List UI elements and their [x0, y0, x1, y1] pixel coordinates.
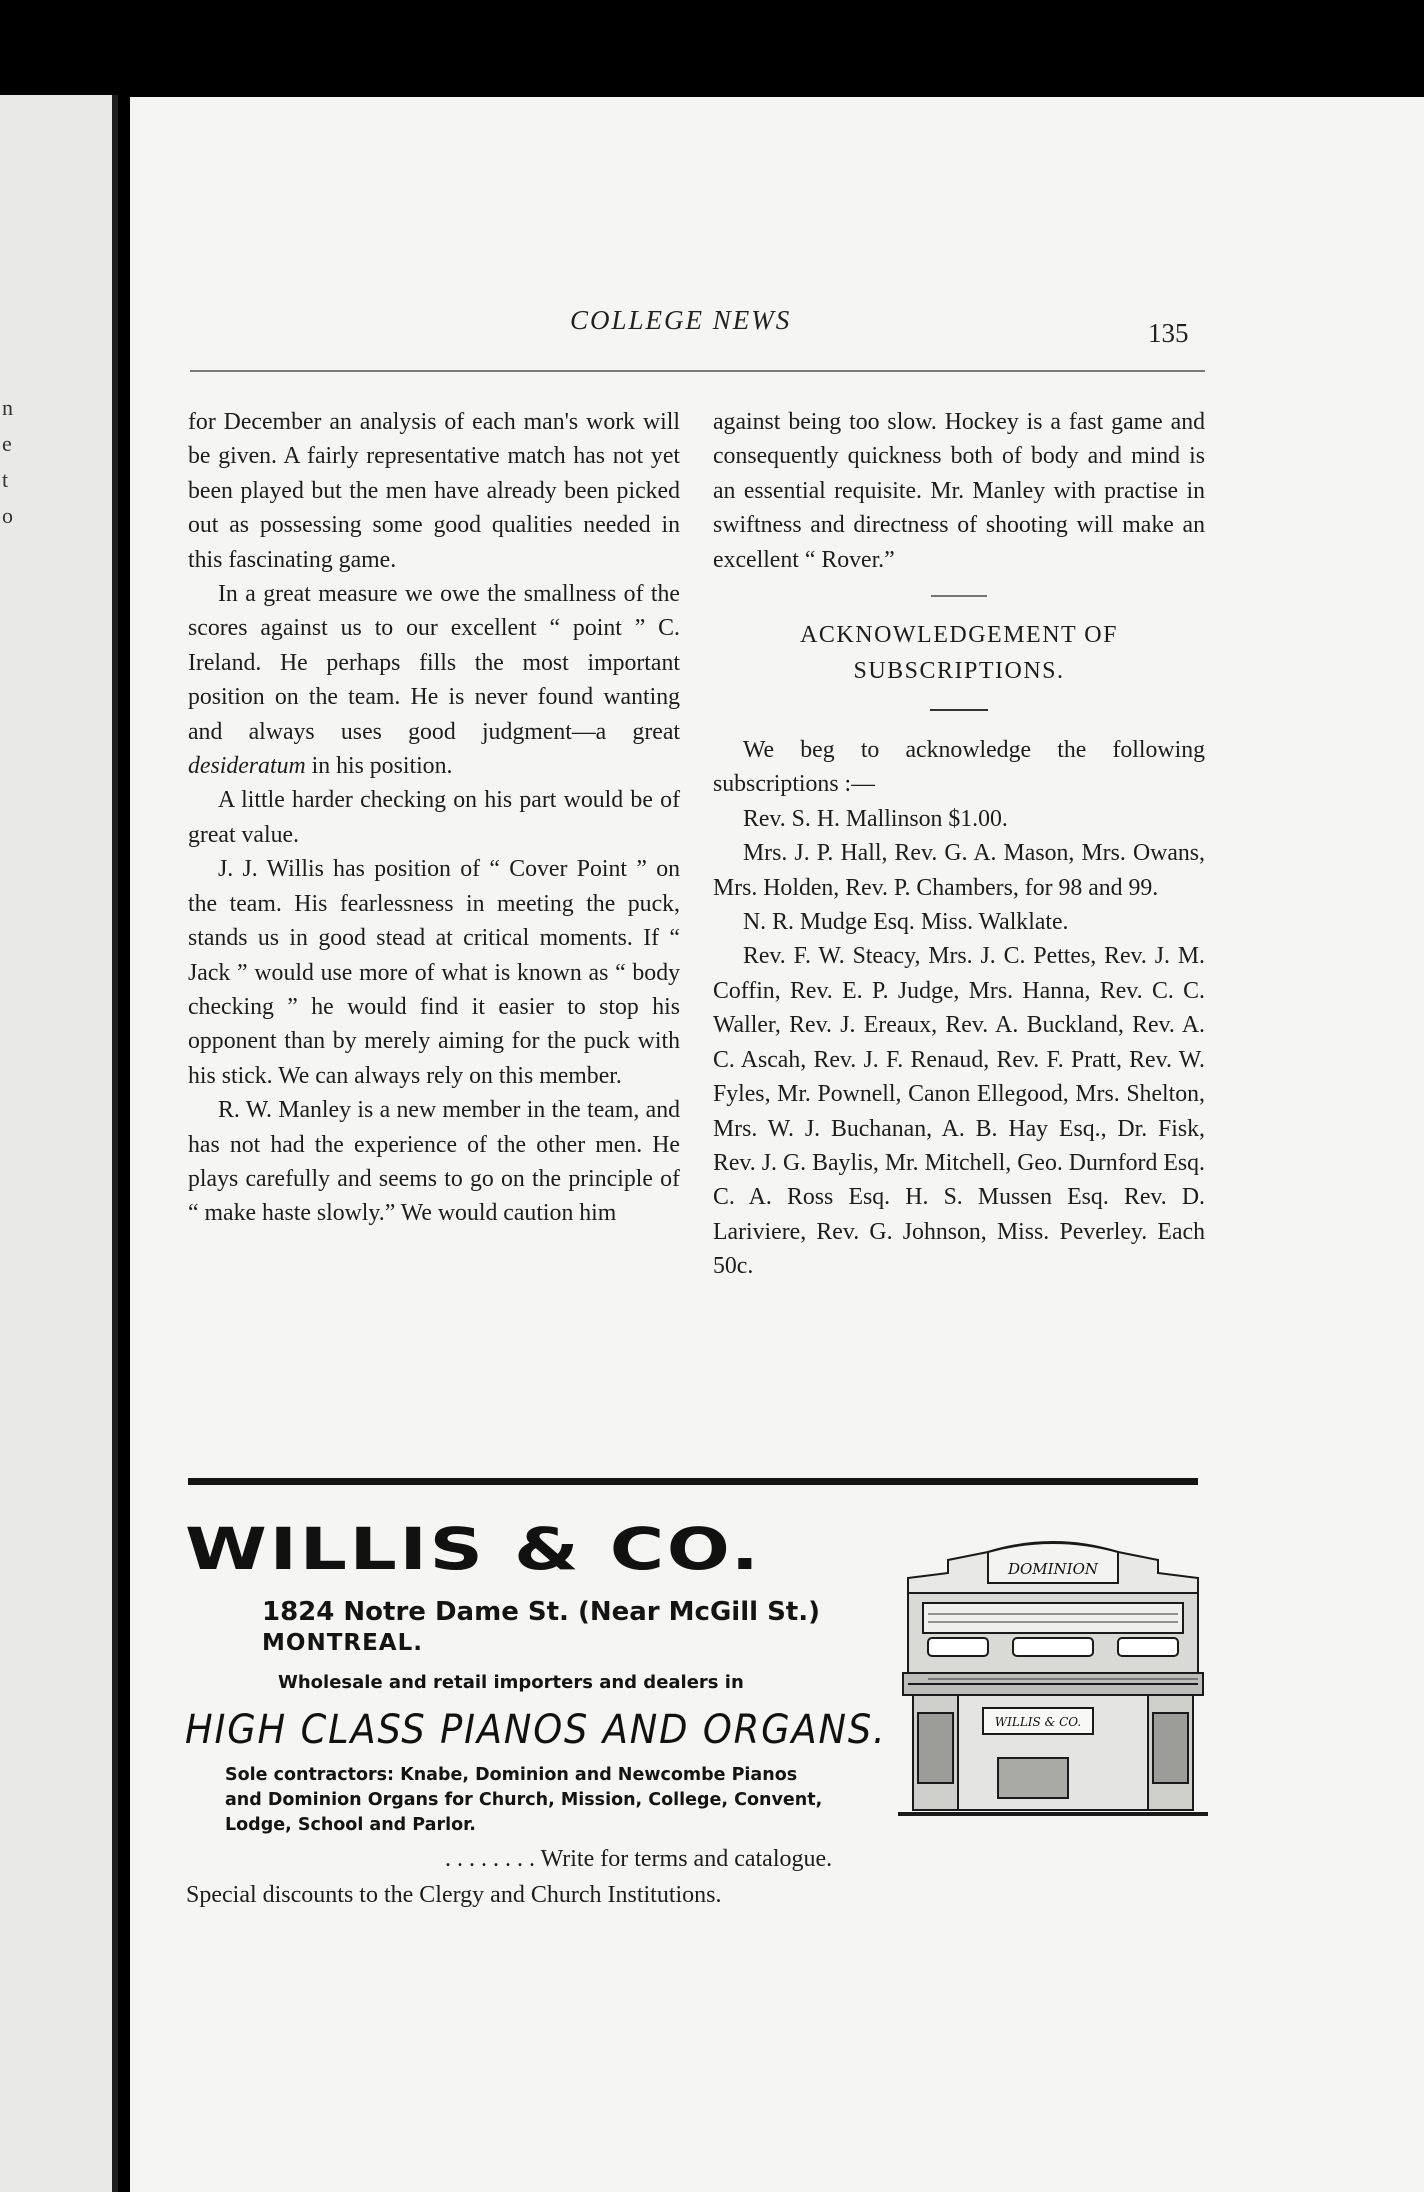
subscription-entry: Rev. S. H. Mallinson $1.00. [743, 805, 1008, 832]
page-number: 135 [1148, 318, 1189, 348]
advertiser-address: 1824 Notre Dame St. (Near McGill St.) [262, 1597, 820, 1627]
section-divider [931, 595, 987, 597]
advertisement-rule [188, 1478, 1198, 1485]
advertiser-city: MONTREAL. [262, 1630, 423, 1656]
advertiser-name: WILLIS & CO. [185, 1515, 762, 1583]
facing-page-fragment: e [2, 431, 12, 456]
section-title: ACKNOWLEDGEMENT OF [800, 622, 1118, 649]
advertiser-tagline: Wholesale and retail importers and dealers in [278, 1672, 744, 1693]
facing-page-edge [0, 95, 118, 2192]
title-rule [930, 709, 988, 711]
organ-brand-lettering: DOMINION [1007, 1560, 1099, 1578]
paragraph [188, 577, 680, 783]
subscription-entry: N. R. Mudge Esq. Miss. Walklate. [743, 909, 1069, 936]
right-column [713, 405, 1205, 1284]
paragraph: for December an analysis of each man's work will be given. A fairly representative match has not yet been played but the men have already been picked out as possessing some good qualities needed in this fascinating game. [188, 409, 680, 573]
organ-illustration [888, 1538, 1218, 1830]
paragraph-text: In a great measure we owe the smallness of the scores against us to our excellent “ point ” C. Ireland. He perhaps fills the most important position on the team. He is never found wanting and always uses good judgment—a great [188, 581, 680, 745]
left-column [188, 405, 680, 1231]
running-head: COLLEGE NEWS [570, 305, 792, 335]
paragraph: A little harder checking on his part would be of great value. [188, 787, 680, 848]
facing-page-fragment: t [2, 467, 9, 492]
paragraph-text: in his position. [305, 753, 453, 780]
paragraph: R. W. Manley is a new member in the team, and has not had the experience of the other men. He plays carefully and seems to go on the principle of “ make haste slowly.” We would caution him [188, 1097, 680, 1227]
paragraph: J. J. Willis has position of “ Cover Point ” on the team. His fearlessness in meeting the puck, stands us in good stead at critical moments. If “ Jack ” would use more of what is known as “ body checking ” he would find it easier to stop his opponent than by merely aiming for the puck with his stick. We can always rely on this member. [188, 856, 680, 1089]
subscription-entry: Rev. F. W. Steacy, Mrs. J. C. Pettes, Rev. J. M. Coffin, Rev. E. P. Judge, Mrs. Hanna, Rev. C. C. Waller, Rev. J. Ereaux, Rev. A. Buckland, Rev. A. C. Ascah, Rev. J. F. Renaud, Rev. F. Pratt, Rev. W. Fyles, Mr. Pownell, Canon Ellegood, Mrs. Shelton, Mrs. W. J. Buchanan, A. B. Hay Esq., Dr. Fisk, Rev. J. G. Baylis, Mr. Mitchell, Geo. Durnford Esq. C. A. Ross Esq. H. S. Mussen Esq. Rev. D. Lariviere, Rev. G. Johnson, Miss. Peverley. Each 50c. [713, 943, 1205, 1280]
paragraph: We beg to acknowledge the following subscriptions :— [713, 737, 1205, 798]
facing-page-fragment: n [2, 395, 13, 420]
advertisement-discount-note: Special discounts to the Clergy and Church Institutions. [186, 1882, 722, 1908]
advertisement-headline: HIGH CLASS PIANOS AND ORGANS. [185, 1707, 887, 1753]
section-title: SUBSCRIPTIONS. [853, 658, 1065, 685]
paragraph: against being too slow. Hockey is a fast game and consequently quickness both of body and mind is an essential requisite. Mr. Manley with practise in swiftness and directness of shooting will make an excellent “ Rover.” [713, 409, 1205, 573]
facing-page-fragment: o [2, 503, 13, 528]
advertisement-details: Sole contractors: Knabe, Dominion and Newcombe Pianos and Dominion Organs for Church, Mission, College, Convent, Lodge, School and Parlor. [225, 1765, 823, 1835]
subscription-entry: Mrs. J. P. Hall, Rev. G. A. Mason, Mrs. Owans, Mrs. Holden, Rev. P. Chambers, for 98 and 99. [713, 840, 1205, 901]
organ-panel-lettering: WILLIS & CO. [994, 1715, 1082, 1729]
header-rule [190, 370, 1205, 372]
advertisement-call-to-action: . . . . . . . . Write for terms and catalogue. [445, 1846, 833, 1872]
italic-term: desideratum [188, 753, 306, 780]
